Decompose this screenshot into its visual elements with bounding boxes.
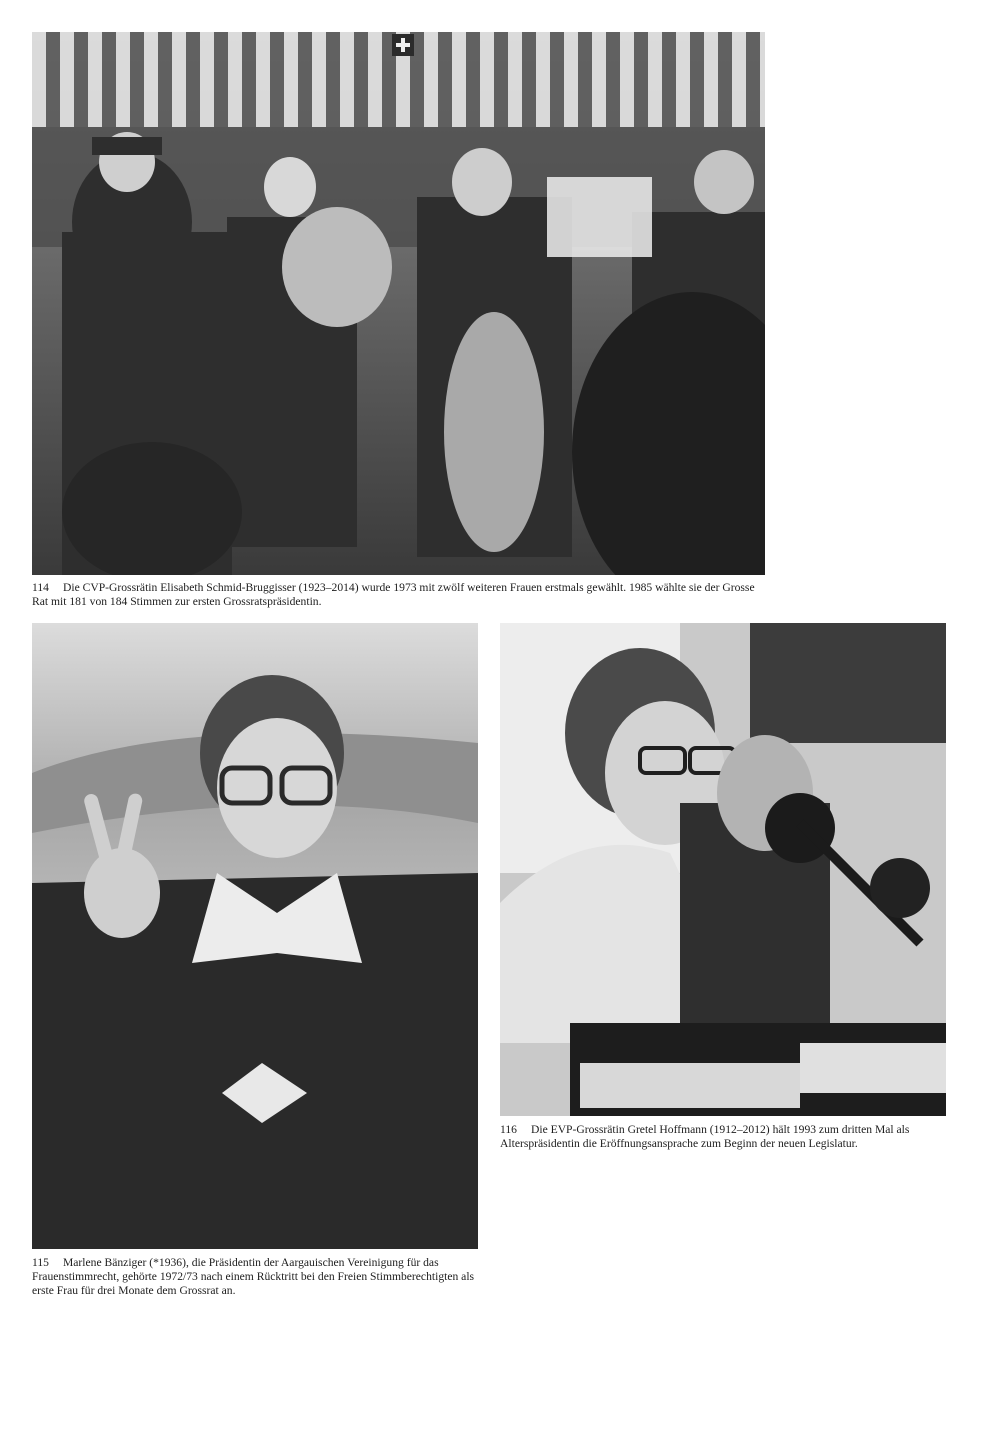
figure-number-114: 114 bbox=[32, 581, 49, 594]
caption-text-114: Die CVP-Grossrätin Elisabeth Schmid-Bruggisser (1923–2014) wurde 1973 mit zwölf weiteren Frauen erstmals gewählt. 1985 wählte sie der Grosse Rat mit 181 von 184 Stimmen zur ersten Grossratspräsidentin. bbox=[32, 581, 755, 609]
caption-115 bbox=[32, 1256, 480, 1299]
photo-114-election-celebration bbox=[32, 32, 765, 575]
photo-116-image bbox=[500, 623, 946, 1116]
caption-116 bbox=[500, 1123, 948, 1151]
photo-115-marlene-baenziger bbox=[32, 623, 478, 1249]
caption-text-115: Marlene Bänziger (*1936), die Präsidentin der Aargauischen Vereinigung für das Frauenstimmrecht, gehörte 1972/73 nach einem Rücktritt bei den Freien Stimmberechtigten als erste Frau für drei Monate dem Grossrat an. bbox=[32, 1256, 475, 1298]
figure-number-115: 115 bbox=[32, 1256, 49, 1269]
figure-number-116: 116 bbox=[500, 1123, 517, 1136]
photo-114-image bbox=[32, 32, 765, 575]
caption-text-116: Die EVP-Grossrätin Gretel Hoffmann (1912–2012) hält 1993 zum dritten Mal als Alterspräsidentin die Eröffnungsansprache zum Beginn der neuen Legislatur. bbox=[500, 1123, 910, 1151]
caption-114 bbox=[32, 581, 772, 609]
photo-115-image bbox=[32, 623, 478, 1249]
photo-116-gretel-hoffmann bbox=[500, 623, 946, 1116]
